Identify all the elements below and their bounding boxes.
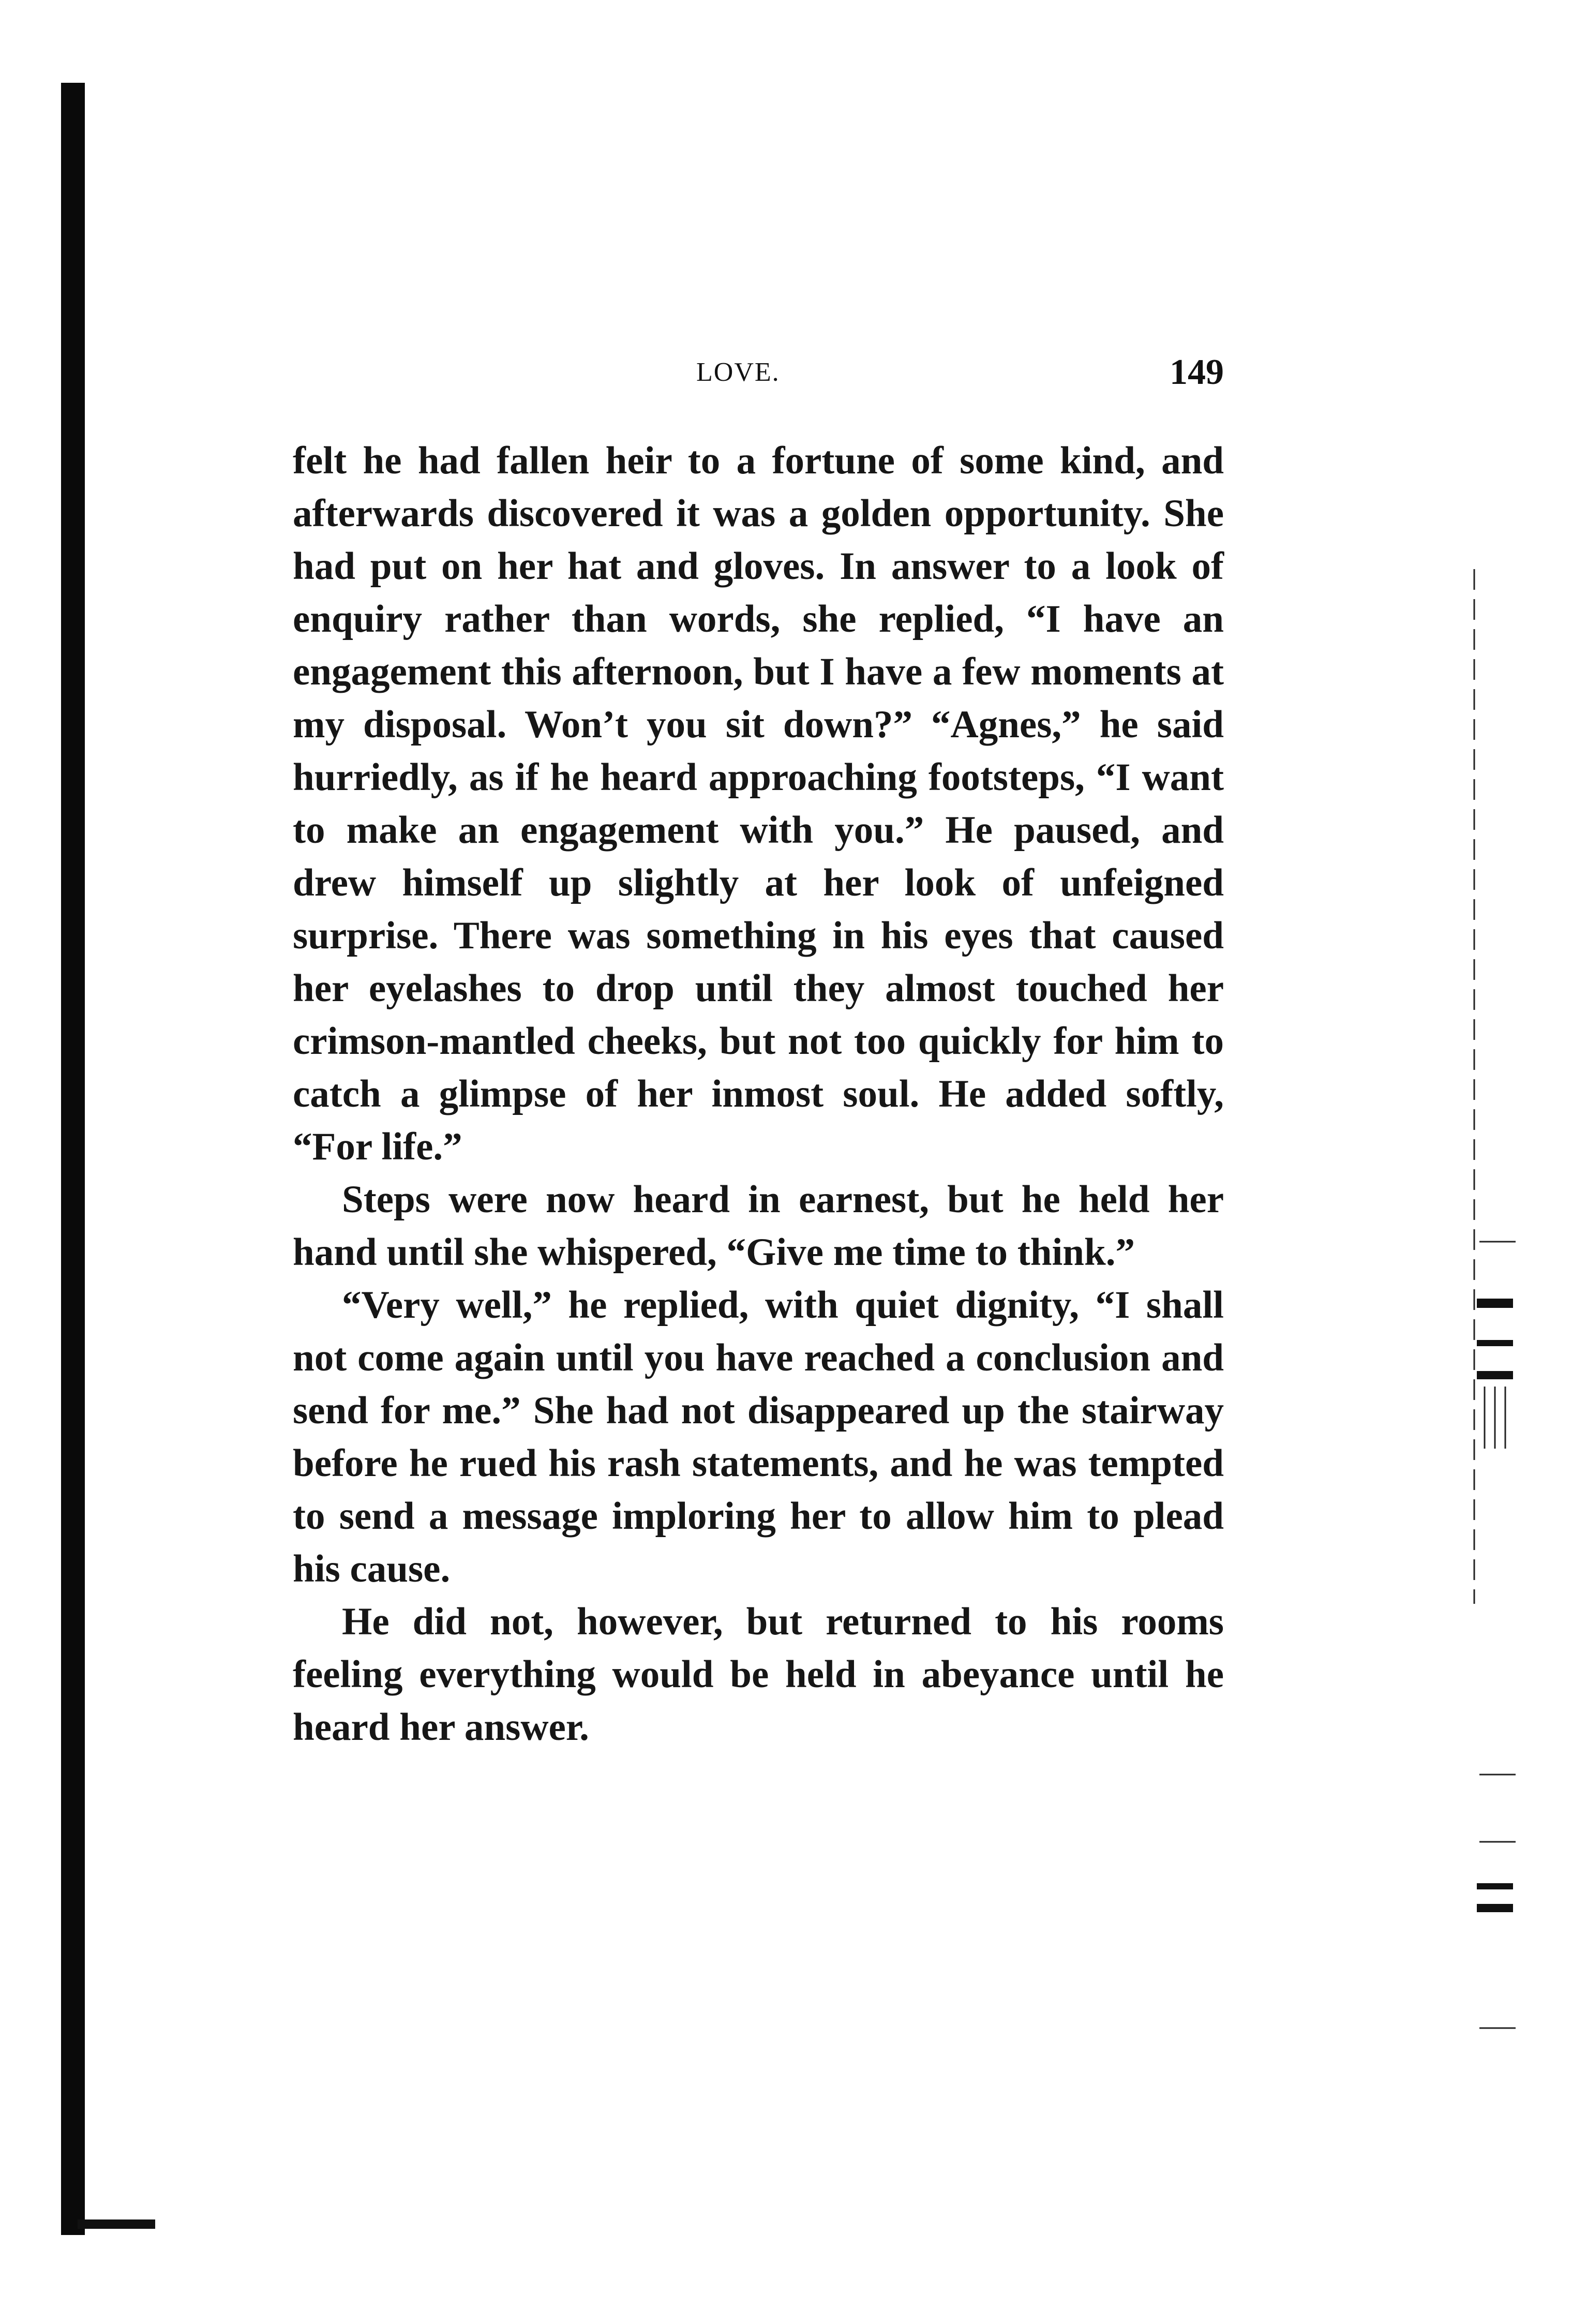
binding-edge-foot <box>78 2219 155 2229</box>
paragraph: He did not, however, but returned to his rooms feeling everything would be held in abeyance until he heard her answer. <box>293 1600 1224 1749</box>
page-header <box>293 352 1224 398</box>
margin-bleed-marks <box>1464 569 1567 2225</box>
paragraph: “Very well,” he replied, with quiet dignity, “I shall not come again until you have reached a conclusion and send for me.” She had not disappeared up the stairway before he rued his rash statements, and he was tempted to send a message imploring her to allow him to plead his cause. <box>293 1284 1224 1590</box>
page-number: 149 <box>1170 352 1224 392</box>
paragraph: Steps were now heard in earnest, but he held her hand until she whispered, “Give me time to think.” <box>293 1178 1224 1274</box>
paragraph: felt he had fallen heir to a fortune of some kind, and afterwards discovered it was a golden opportunity. She had put on her hat and gloves. In answer to a look of enquiry rather than words, she replied, “I have an engagement this afternoon, but I have a few moments at my disposal. Won’t you sit down?” “Agnes,” he said hurriedly, as if he heard approaching footsteps, “I want to make an engagement with you.” He paused, and drew himself up slightly at her look of unfeigned surprise. There was something in his eyes that caused her eyelashes to drop until they almost touched her crimson-mantled cheeks, but not too quickly for him to catch a glimpse of her inmost soul. He added softly, “For life.” <box>293 439 1224 1168</box>
body-text <box>293 435 1224 1754</box>
binding-edge <box>61 83 85 2235</box>
running-head: LOVE. <box>696 357 780 387</box>
